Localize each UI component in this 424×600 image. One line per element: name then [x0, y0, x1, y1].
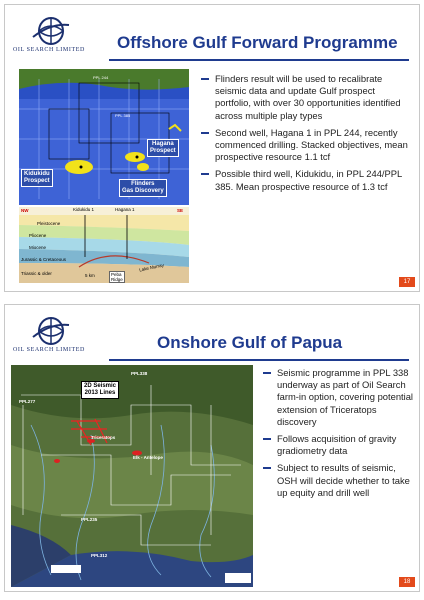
bullet-item: [201, 73, 413, 122]
kidukidu1-well-label: Kidukidu 1: [73, 207, 95, 212]
bullet-text: Follows acquisition of gravity gradiometry data: [277, 433, 397, 457]
peba-ridge-label: Peba Ridge: [111, 272, 123, 282]
bullet-text: Second well, Hagana 1 in PPL 244, recently commenced drilling. Stacked objectives, mean prospective resource 1.1 tcf: [215, 126, 408, 163]
bullet-text: Possible third well, Kidukidu, in PPL 244/PPL 385. Mean prospective resource of 1.3 tcf: [215, 168, 402, 192]
bullet-dash-icon: [201, 78, 209, 80]
slide-title: Offshore Gulf Forward Programme: [117, 33, 398, 52]
slide-onshore-gulf: [4, 304, 420, 592]
bullet-dash-icon: [263, 467, 271, 469]
hagana1-well-label: Hagana 1: [115, 207, 135, 212]
onshore-map-graphic: [11, 365, 253, 587]
nw-label: NW: [21, 208, 29, 213]
logo-text: OIL SEARCH LIMITED: [13, 47, 85, 53]
bullet-item: [263, 462, 413, 499]
logo-text: OIL SEARCH LIMITED: [13, 347, 85, 353]
bullet-text: Subject to results of seismic, OSH will decide whether to take up equity and drill well: [277, 462, 410, 498]
ppl385-label: PPL 385: [115, 113, 131, 118]
slide1-bullets: [201, 73, 413, 198]
globe-logo-icon: [31, 315, 71, 347]
slide2-bullets: [263, 367, 413, 504]
slide-offshore-gulf: [4, 4, 420, 292]
seismic-2013-label: 2D Seismic 2013 Lines: [81, 381, 119, 399]
ppl338-label: PPL338: [131, 371, 148, 376]
ppl244-label: PPL 244: [93, 75, 109, 80]
bullet-dash-icon: [201, 173, 209, 175]
lake-murray-label: Lake Murray: [138, 262, 165, 273]
elk-antelope-label: Elk - Antelope: [133, 455, 163, 460]
layer-pliocene: Pliocene: [29, 233, 47, 238]
title-underline: [109, 359, 409, 361]
page-number: 17: [399, 277, 415, 287]
kidukidu-prospect-label: Kidukidu Prospect: [21, 169, 53, 187]
bullet-text: Seismic programme in PPL 338 underway as part of Oil Search farm-in option, covering potential extension of Triceratops discovery: [277, 367, 414, 427]
cross-section: [19, 207, 189, 283]
slide-title: Onshore Gulf of Papua: [157, 333, 343, 352]
flinders-discovery-label: Flinders Gas Discovery: [119, 179, 167, 197]
layer-jurassic: Jurassic & Cretaceous: [21, 257, 67, 262]
offshore-map: [19, 69, 189, 205]
oil-search-logo: [13, 315, 89, 359]
oil-search-logo: [13, 15, 89, 59]
bullet-item: [263, 367, 413, 428]
title-underline: [109, 59, 409, 61]
bullet-text: Flinders result will be used to recalibrate seismic data and update Gulf prospect portfolio, with over 30 opportunities identified across multiple play types: [215, 73, 401, 121]
layer-triassic: Triassic & older: [21, 271, 52, 276]
bullet-item: [263, 433, 413, 457]
bullet-item: [201, 168, 413, 192]
bullet-dash-icon: [201, 132, 209, 134]
bullet-dash-icon: [263, 438, 271, 440]
layer-miocene: Miocene: [29, 245, 47, 250]
onshore-map: [11, 365, 253, 587]
ppl277-label: PPL277: [19, 399, 36, 404]
triceratops-label: Triceratops: [91, 435, 116, 440]
se-label: SE: [177, 208, 184, 213]
page-number: 18: [399, 577, 415, 587]
bullet-dash-icon: [263, 372, 271, 374]
ppl312-label: PPL312: [91, 553, 108, 558]
layer-pleistocene: Pleistocene: [37, 221, 61, 226]
bullet-item: [201, 127, 413, 164]
hagana-prospect-label: Hagana Prospect: [147, 139, 179, 157]
section-scale: 5 km: [85, 273, 95, 278]
globe-logo-icon: [31, 15, 71, 47]
ppl235-label: PPL235: [81, 517, 98, 522]
